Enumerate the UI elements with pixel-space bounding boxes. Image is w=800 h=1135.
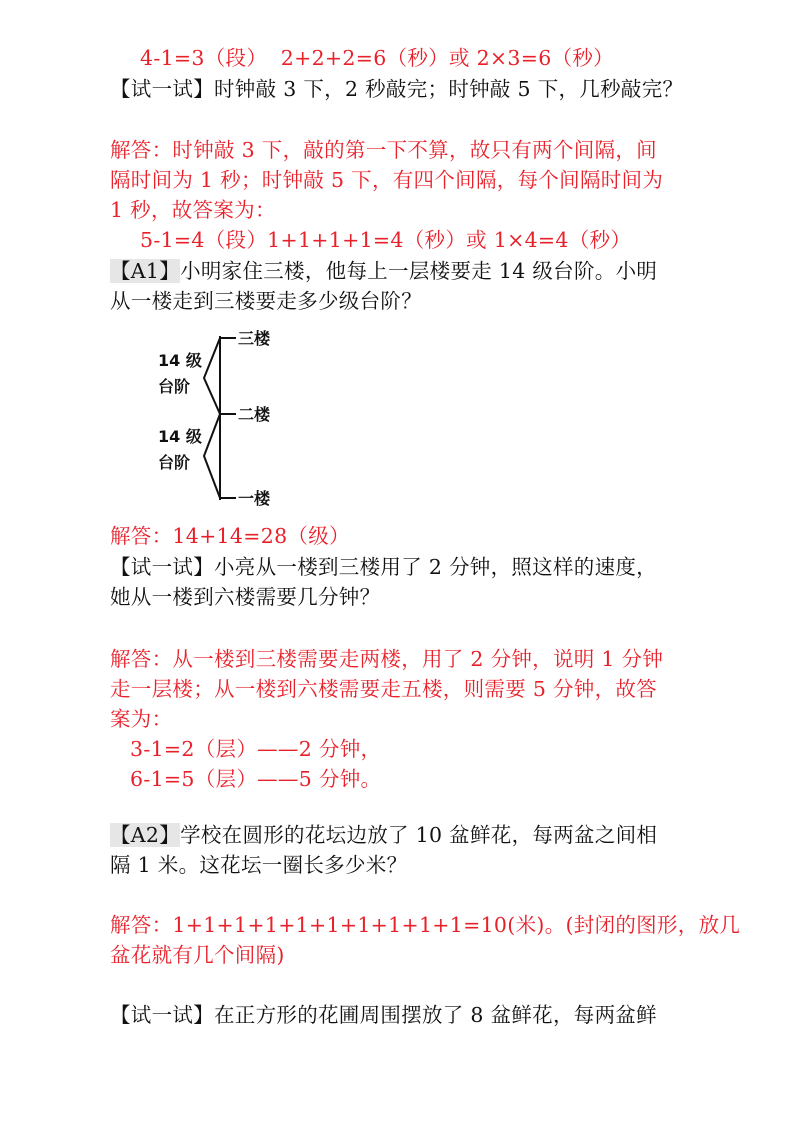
a1-question <box>110 257 657 285</box>
calc-line-floors-3: 3-1=2（层）——2 分钟， <box>130 737 382 761</box>
answer-line: 解答：时钟敲 3 下，敲的第一下不算，故只有两个间隔，间 <box>110 138 657 162</box>
a2-question <box>110 821 657 849</box>
answer-line: 案为： <box>110 707 173 731</box>
try-question-bell <box>110 75 683 103</box>
try-tag: 【试一试】 <box>110 555 214 579</box>
answer-line: 1 秒，故答案为： <box>110 198 276 222</box>
floor1-label: 一楼 <box>238 489 271 508</box>
a2-answer-cont: 盆花就有几个间隔) <box>110 943 285 967</box>
question-text: 学校在圆形的花坛边放了 10 盆鲜花，每两盆之间相 <box>180 823 658 847</box>
answer-line: 解答：从一楼到三楼需要走两楼，用了 2 分钟，说明 1 分钟 <box>110 647 664 671</box>
calc-line-floors-6: 6-1=5（层）——5 分钟。 <box>130 767 382 791</box>
answer-line: 隔时间为 1 秒；时钟敲 5 下，有四个间隔，每个间隔时间为 <box>110 168 664 192</box>
upper-step-count: 14 级 <box>158 351 202 370</box>
a1-question-cont: 从一楼走到三楼要走多少级台阶？ <box>110 289 422 313</box>
try-tag: 【试一试】 <box>110 77 214 101</box>
question-text: 时钟敲 3 下，2 秒敲完；时钟敲 5 下，几秒敲完？ <box>214 77 684 101</box>
upper-step-unit: 台阶 <box>158 377 191 396</box>
calc-line-bell-3: 4-1=3（段） 2+2+2=6（秒）或 2×3=6（秒） <box>140 46 614 70</box>
question-text: 在正方形的花圃周围摆放了 8 盆鲜花，每两盆鲜 <box>214 1003 657 1027</box>
a1-answer: 解答：14+14=28（级） <box>110 524 350 548</box>
stairs-diagram <box>150 322 310 512</box>
try-question-stairs <box>110 553 657 581</box>
floor3-label: 三楼 <box>238 329 271 348</box>
upper-brace <box>204 338 220 414</box>
answer-line: 走一层楼；从一楼到六楼需要走五楼，则需要 5 分钟，故答 <box>110 677 657 701</box>
calc-line-bell-5: 5-1=4（段）1+1+1+1=4（秒）或 1×4=4（秒） <box>140 228 632 252</box>
lower-step-unit: 台阶 <box>158 453 191 472</box>
a2-answer: 解答：1+1+1+1+1+1+1+1+1+1=10(米)。(封闭的图形，放几 <box>110 913 741 937</box>
try-tag: 【试一试】 <box>110 1003 214 1027</box>
a1-tag: 【A1】 <box>110 259 181 283</box>
try-question-stairs-cont: 她从一楼到六楼需要几分钟？ <box>110 585 381 609</box>
question-text: 小明家住三楼，他每上一层楼要走 14 级台阶。小明 <box>180 259 658 283</box>
floor2-label: 二楼 <box>238 405 271 424</box>
lower-step-count: 14 级 <box>158 427 202 446</box>
a2-tag: 【A2】 <box>110 823 181 847</box>
question-text: 小亮从一楼到三楼用了 2 分钟，照这样的速度， <box>214 555 657 579</box>
lower-brace <box>204 414 220 498</box>
try-question-square <box>110 1001 657 1029</box>
a2-question-cont: 隔 1 米。这花坛一圈长多少米？ <box>110 853 408 877</box>
